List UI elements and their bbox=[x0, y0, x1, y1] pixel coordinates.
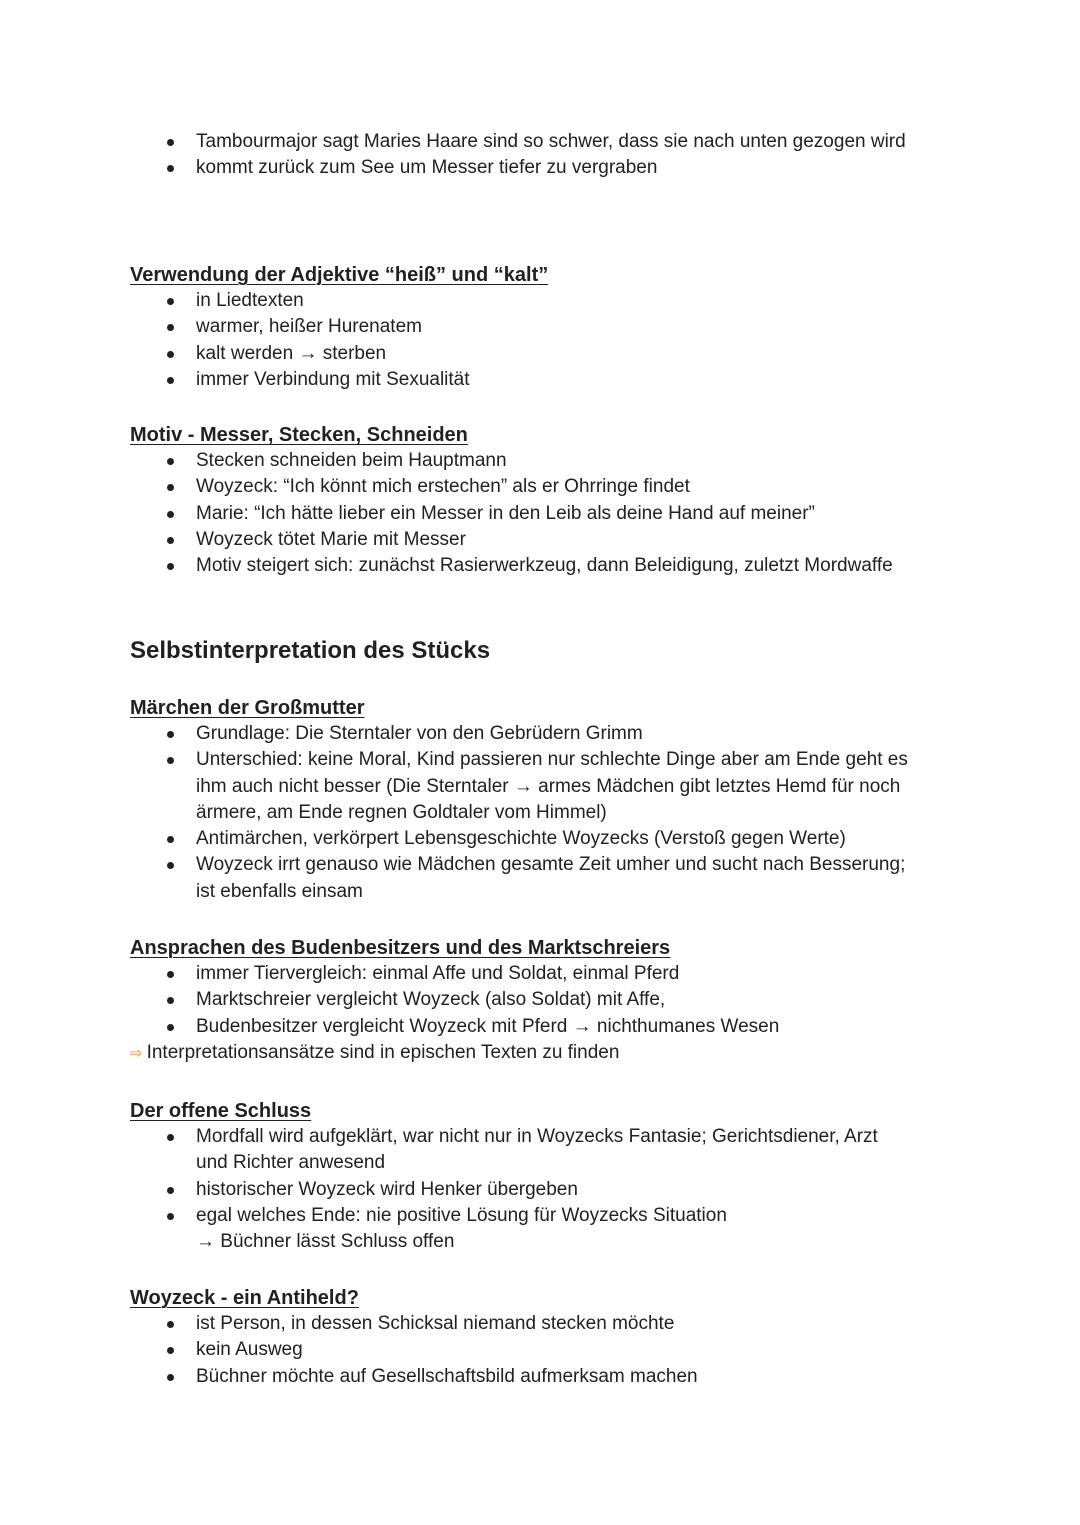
list-item: kalt werden → sterben bbox=[130, 341, 960, 367]
list-item: Woyzeck tötet Marie mit Messer bbox=[130, 527, 960, 553]
list-item: Stecken schneiden beim Hauptmann bbox=[130, 448, 960, 474]
list-item-line: Woyzeck irrt genauso wie Mädchen gesamte Zeit umher und sucht nach Besserung; bbox=[196, 854, 906, 876]
list-item-line: egal welches Ende: nie positive Lösung für Woyzecks Situation bbox=[196, 1204, 727, 1226]
arrow-right-icon: ⇨ bbox=[130, 1044, 143, 1062]
list-item: kein Ausweg bbox=[130, 1337, 960, 1363]
list-item bbox=[130, 1124, 960, 1177]
adjektive-heading: Verwendung der Adjektive “heiß” und “kalt” bbox=[130, 264, 549, 286]
list-item: Budenbesitzer vergleicht Woyzeck mit Pferd → nichthumanes Wesen bbox=[130, 1014, 960, 1040]
list-item-line: ist ebenfalls einsam bbox=[196, 880, 363, 902]
list-item: Motiv steigert sich: zunächst Rasierwerkzeug, dann Beleidigung, zuletzt Mordwaffe bbox=[130, 553, 960, 579]
list-item: Marie: “Ich hätte lieber ein Messer in den Leib als deine Hand auf meiner” bbox=[130, 501, 960, 527]
list-item bbox=[130, 1203, 960, 1256]
list-item: Marktschreier vergleicht Woyzeck (also Soldat) mit Affe, bbox=[130, 987, 960, 1013]
list-item: immer Verbindung mit Sexualität bbox=[130, 367, 960, 393]
list-item bbox=[130, 1177, 960, 1203]
motiv-list bbox=[130, 448, 960, 579]
schluss-section bbox=[130, 1098, 960, 1255]
antiheld-section bbox=[130, 1285, 960, 1390]
adjektive-section bbox=[130, 262, 960, 393]
list-item-line: historischer Woyzeck wird Henker übergeben bbox=[196, 1178, 578, 1200]
list-item-line: Grundlage: Die Sterntaler von den Gebrüdern Grimm bbox=[196, 723, 643, 744]
adjektive-list bbox=[130, 288, 960, 393]
list-item: Tambourmajor sagt Maries Haare sind so schwer, dass sie nach unten gezogen wird bbox=[130, 129, 960, 155]
intro-list-block bbox=[130, 129, 960, 182]
antiheld-heading: Woyzeck - ein Antiheld? bbox=[130, 1287, 359, 1309]
list-item bbox=[130, 826, 960, 852]
list-item-line: Antimärchen, verkörpert Lebensgeschichte Woyzecks (Verstoß gegen Werte) bbox=[196, 828, 846, 850]
antiheld-list bbox=[130, 1311, 960, 1390]
intro-list bbox=[130, 129, 960, 182]
maerchen-section bbox=[130, 695, 960, 905]
list-item: Büchner möchte auf Gesellschaftsbild aufmerksam machen bbox=[130, 1364, 960, 1390]
maerchen-list bbox=[130, 721, 960, 905]
list-item-line: ärmere, am Ende regnen Goldtaler vom Himmel) bbox=[196, 801, 607, 823]
ansprachen-list bbox=[130, 961, 960, 1040]
interpretation-note-text: Interpretationsansätze sind in epischen Texten zu finden bbox=[146, 1041, 620, 1063]
list-item bbox=[130, 721, 960, 747]
list-item: Woyzeck: “Ich könnt mich erstechen” als er Ohrringe findet bbox=[130, 474, 960, 500]
list-item: kommt zurück zum See um Messer tiefer zu vergraben bbox=[130, 155, 960, 181]
list-item-line: und Richter anwesend bbox=[196, 1152, 386, 1174]
maerchen-heading: Märchen der Großmutter bbox=[130, 697, 365, 719]
list-item bbox=[130, 852, 960, 905]
ansprachen-heading: Ansprachen des Budenbesitzers und des Marktschreiers bbox=[130, 937, 671, 959]
schluss-heading: Der offene Schluss bbox=[130, 1100, 312, 1122]
list-item-line: → Büchner lässt Schluss offen bbox=[196, 1231, 455, 1253]
section-title: Selbstinterpretation des Stücks bbox=[130, 637, 491, 664]
motiv-section bbox=[130, 422, 960, 579]
ansprachen-section bbox=[130, 935, 960, 1067]
schluss-list bbox=[130, 1124, 960, 1255]
list-item: immer Tiervergleich: einmal Affe und Soldat, einmal Pferd bbox=[130, 961, 960, 987]
motiv-heading: Motiv - Messer, Stecken, Schneiden bbox=[130, 424, 468, 446]
interpretation-note bbox=[130, 1040, 960, 1067]
list-item-line: Mordfall wird aufgeklärt, war nicht nur in Woyzecks Fantasie; Gerichtsdiener, Arzt bbox=[196, 1126, 878, 1147]
list-item: warmer, heißer Hurenatem bbox=[130, 314, 960, 340]
list-item-line: ihm auch nicht besser (Die Sterntaler → armes Mädchen gibt letztes Hemd für noch bbox=[196, 775, 901, 797]
list-item-line: Unterschied: keine Moral, Kind passieren nur schlechte Dinge aber am Ende geht es bbox=[196, 749, 908, 771]
list-item: ist Person, in dessen Schicksal niemand stecken möchte bbox=[130, 1311, 960, 1337]
list-item: in Liedtexten bbox=[130, 288, 960, 314]
list-item bbox=[130, 747, 960, 826]
